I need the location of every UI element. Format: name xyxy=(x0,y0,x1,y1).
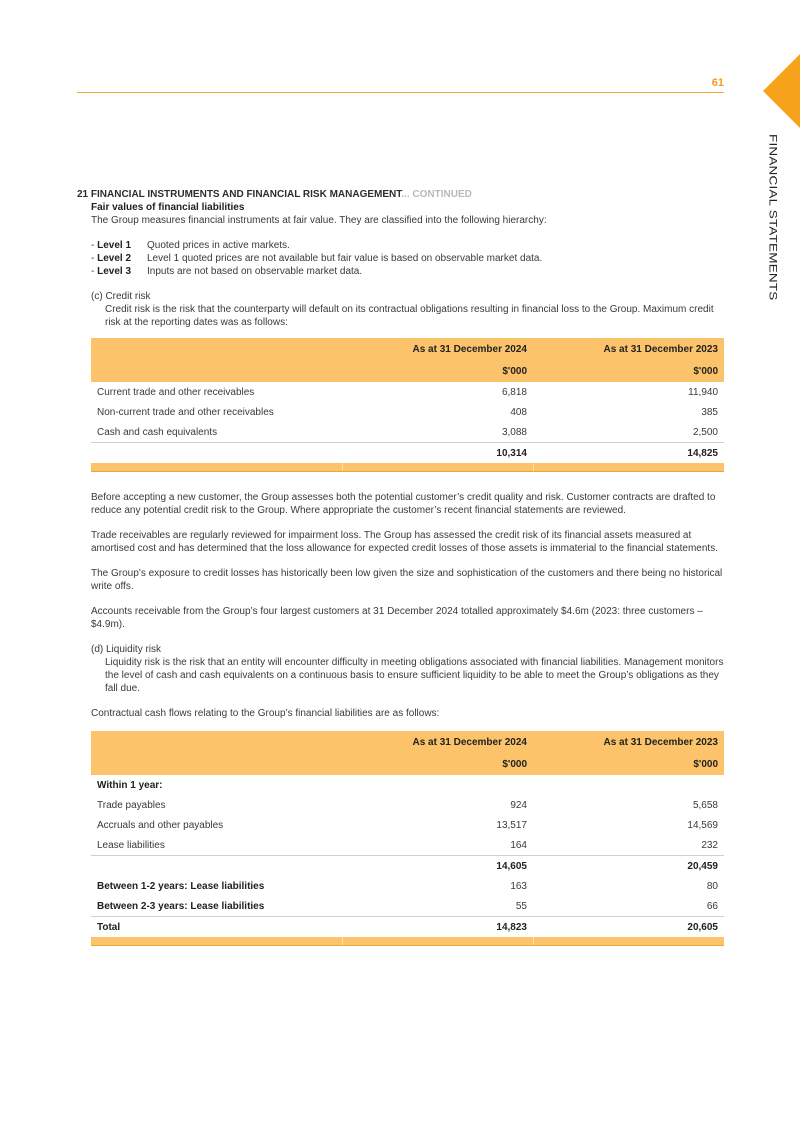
table-row: Between 2-3 years: Lease liabilities 55 66 xyxy=(97,900,718,912)
liquidity-intro: Contractual cash flows relating to the Group’s financial liabilities are as follows: xyxy=(91,708,440,719)
table-total-row: Total 14,823 20,605 xyxy=(91,917,724,938)
level-item: - Level 1 Quoted prices in active markets. xyxy=(91,240,290,251)
credit-commentary xyxy=(91,491,724,720)
table-row: Between 1-2 years: Lease liabilities 163 80 xyxy=(97,880,718,892)
table-footer-band xyxy=(91,463,724,472)
table-total-row: 10,314 14,825 xyxy=(91,443,724,464)
paragraph: Accounts receivable from the Group’s four largest customers at 31 December 2024 totalled approximately $4.6m (2023: three customers – $4.9m). xyxy=(91,606,703,630)
table-row: Cash and cash equivalents 3,088 2,500 xyxy=(97,426,718,438)
level-item: - Level 3 Inputs are not based on observable market data. xyxy=(91,266,363,277)
liquidity-risk-heading: (d) Liquidity risk xyxy=(91,644,162,655)
table-row: Trade payables 924 5,658 xyxy=(97,799,718,811)
header-rule xyxy=(77,92,724,93)
paragraph: Trade receivables are regularly reviewed for impairment loss. The Group has assessed the credit risk of its financial assets measured at amortised cost and has determined that the loss allowance for expected credit losses of those assets is immaterial to the financial statements. xyxy=(91,530,718,554)
table-subtotal-row: 14,605 20,459 xyxy=(91,856,724,877)
paragraph: The Group’s exposure to credit losses has historically been low given the size and sophistication of the customers and there being no historical write offs. xyxy=(91,568,723,592)
table-unit-row: $'000 $'000 xyxy=(91,360,724,382)
table-header-row: As at 31 December 2024 As at 31 December 2023 xyxy=(91,338,724,360)
credit-risk-heading: (c) Credit risk xyxy=(91,291,151,302)
liquidity-risk-text: Liquidity risk is the risk that an entity will encounter difficulty in meeting obligations associated with financial liabilities. Management monitors the level of cash and cash equivalents on a continuous basis to ensure sufficient liquidity to be able to meet the Group’s obligations as they fall due. xyxy=(105,657,724,694)
table-unit-row: $'000 $'000 xyxy=(91,753,724,775)
table-footer-band xyxy=(91,937,724,946)
fair-value-heading: Fair values of financial liabilities xyxy=(91,202,245,213)
paragraph: Before accepting a new customer, the Group assesses both the potential customer’s credit quality and risk. Customer contracts are drafted to reduce any potential credit risk to the Group. Where appropriate the customer’s recent financial statements are reviewed. xyxy=(91,492,716,516)
fair-value-block xyxy=(91,201,724,329)
page-number: 61 xyxy=(711,77,724,89)
table-subheading-row: Within 1 year: xyxy=(97,779,163,791)
corner-tab-shape xyxy=(763,54,800,128)
fair-value-intro: The Group measures financial instruments at fair value. They are classified into the following hierarchy: xyxy=(91,215,547,226)
table-header-row: As at 31 December 2024 As at 31 December 2023 xyxy=(91,731,724,753)
table-row: Lease liabilities 164 232 xyxy=(97,839,718,851)
table-row: Non-current trade and other receivables 408 385 xyxy=(97,406,718,418)
table-row: Current trade and other receivables 6,818 11,940 xyxy=(97,386,718,398)
table-row: Accruals and other payables 13,517 14,569 xyxy=(97,819,718,831)
continued-label: ... CONTINUED xyxy=(401,189,472,200)
credit-risk-table xyxy=(91,338,724,472)
level-item: - Level 2 Level 1 quoted prices are not available but fair value is based on observable market data. xyxy=(91,253,543,264)
section-title: 21 FINANCIAL INSTRUMENTS AND FINANCIAL RISK MANAGEMENT... CONTINUED xyxy=(77,189,472,200)
liquidity-table xyxy=(91,731,724,946)
credit-risk-text: Credit risk is the risk that the counterparty will default on its contractual obligations resulting in financial loss to the Group. Maximum credit risk at the reporting dates was as follows: xyxy=(105,304,714,328)
section-side-label: FINANCIAL STATEMENTS xyxy=(767,134,780,301)
page-content xyxy=(77,188,724,946)
